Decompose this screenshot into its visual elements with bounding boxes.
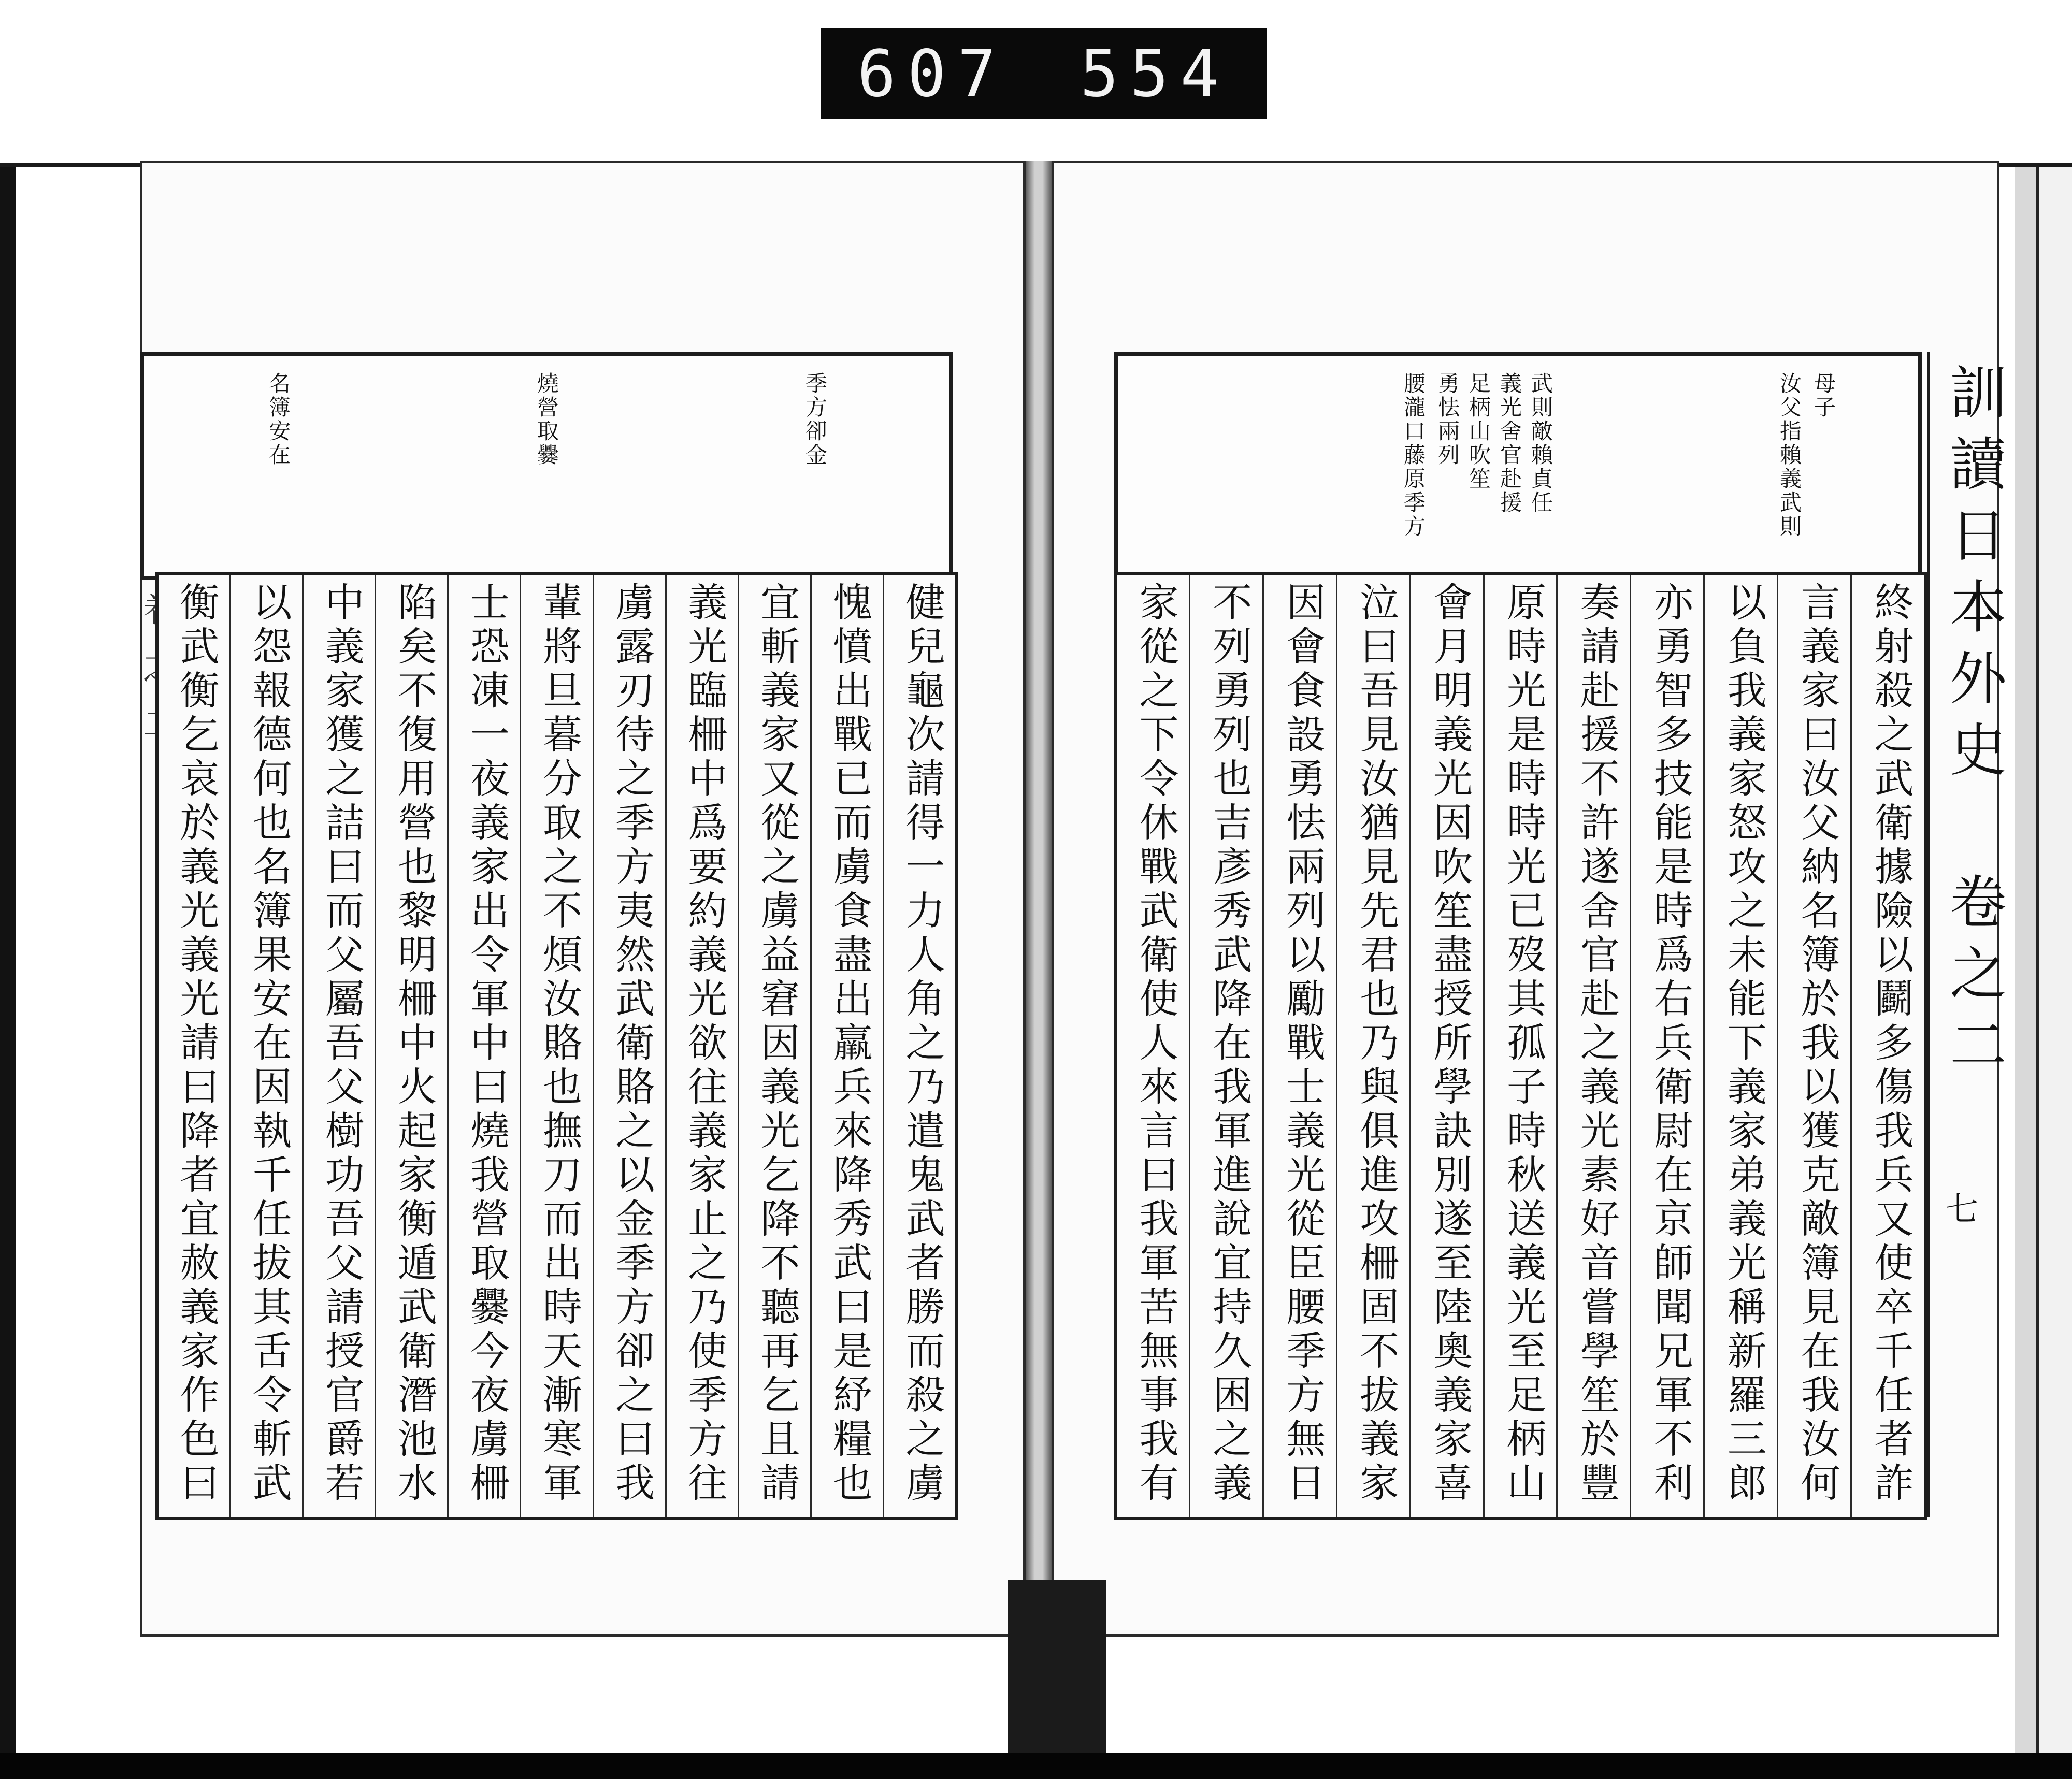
right-page-number: 七 xyxy=(1939,1191,1978,1228)
scan-bottom-band xyxy=(0,1753,2072,1779)
text-column: 終射殺之武衛據險以鬬多傷我兵又使卒千任者詐 xyxy=(1850,575,1924,1517)
margin-note: 名簿安在 xyxy=(266,372,291,467)
text-column: 不列勇列也吉彥秀武降在我軍進說宜持久困之義 xyxy=(1189,575,1262,1517)
text-column: 中義家獲之詰曰而父屬吾父樹功吾父請授官爵若 xyxy=(302,575,375,1517)
left-notes-box xyxy=(140,352,953,580)
left-main-text xyxy=(155,572,958,1520)
margin-note: 母子 xyxy=(1811,372,1836,420)
frame-number: 554 xyxy=(1080,36,1230,111)
reel-number: 607 xyxy=(857,36,1008,111)
right-page-header: 訓讀日本外史 卷之二 xyxy=(1927,352,2015,1517)
text-column: 亦勇智多技能是時爲右兵衛尉在京師聞兄軍不利 xyxy=(1630,575,1703,1517)
text-column: 以怨報德何也名簿果安在因執千任拔其舌令斬武 xyxy=(229,575,302,1517)
text-column: 泣曰吾見汝猶見先君也乃與俱進攻柵固不拔義家 xyxy=(1336,575,1409,1517)
right-main-text xyxy=(1114,572,1927,1520)
text-column: 虜露刃待之季方夷然武衛賂之以金季方卻之曰我 xyxy=(593,575,665,1517)
text-column: 會月明義光因吹笙盡授所學訣別遂至陸奧義家喜 xyxy=(1409,575,1483,1517)
text-column: 因會食設勇怯兩列以勵戰士義光從臣腰季方無日 xyxy=(1262,575,1336,1517)
text-column: 原時光是時時光已歿其孤子時秋送義光至足柄山 xyxy=(1483,575,1557,1517)
margin-note: 腰瀧口藤原季方 xyxy=(1401,372,1426,539)
text-column: 士恐凍一夜義家出令軍中曰燒我營取爨今夜虜柵 xyxy=(447,575,520,1517)
text-column: 家從之下令休戰武衛使人來言曰我軍苦無事我有 xyxy=(1132,582,1179,1506)
text-column: 衡武衡乞哀於義光義光請曰降者宜赦義家作色曰 xyxy=(174,582,220,1506)
text-column: 輩將旦暮分取之不煩汝賂也撫刀而出時天漸寒軍 xyxy=(520,575,592,1517)
margin-note: 武則敵賴貞任 xyxy=(1528,372,1553,515)
text-column: 健兒龜次請得一力人角之乃遣鬼武者勝而殺之虜 xyxy=(883,575,955,1517)
margin-note: 足柄山吹笙 xyxy=(1466,372,1491,491)
margin-note: 汝父指賴義武則 xyxy=(1777,372,1802,539)
margin-note: 義光舍官赴援 xyxy=(1497,372,1522,515)
left-book-edge xyxy=(0,167,16,1753)
margin-note-group xyxy=(1556,372,1839,539)
margin-note: 勇怯兩列 xyxy=(1435,372,1460,467)
text-column: 愧憤出戰已而虜食盡出羸兵來降秀武曰是紓糧也 xyxy=(810,575,883,1517)
margin-note-group xyxy=(1118,372,1463,539)
microfilm-frame-label xyxy=(821,28,1267,119)
text-column: 言義家曰汝父納名簿於我以獲克敵簿見在我汝何 xyxy=(1777,575,1850,1517)
margin-note: 季方卻金 xyxy=(802,372,828,467)
text-column: 以負我義家怒攻之未能下義家弟義光稱新羅三郎 xyxy=(1703,575,1777,1517)
right-notes-box xyxy=(1114,352,1922,580)
text-column: 奏請赴援不許遂舍官赴之義光素好音嘗學笙於豐 xyxy=(1556,575,1630,1517)
gutter-shadow xyxy=(1008,1580,1106,1753)
margin-note-group xyxy=(1839,372,2072,562)
margin-note: 燒營取爨 xyxy=(534,372,559,467)
book-gutter xyxy=(1026,161,1052,1704)
text-column: 義光臨柵中爲要約義光欲往義家止之乃使季方往 xyxy=(665,575,738,1517)
text-column: 陷矣不復用營也黎明柵中火起家衡遁武衛潛池水 xyxy=(375,575,447,1517)
text-column: 宜斬義家又從之虜益窘因義光乞降不聽再乞且請 xyxy=(738,575,810,1517)
